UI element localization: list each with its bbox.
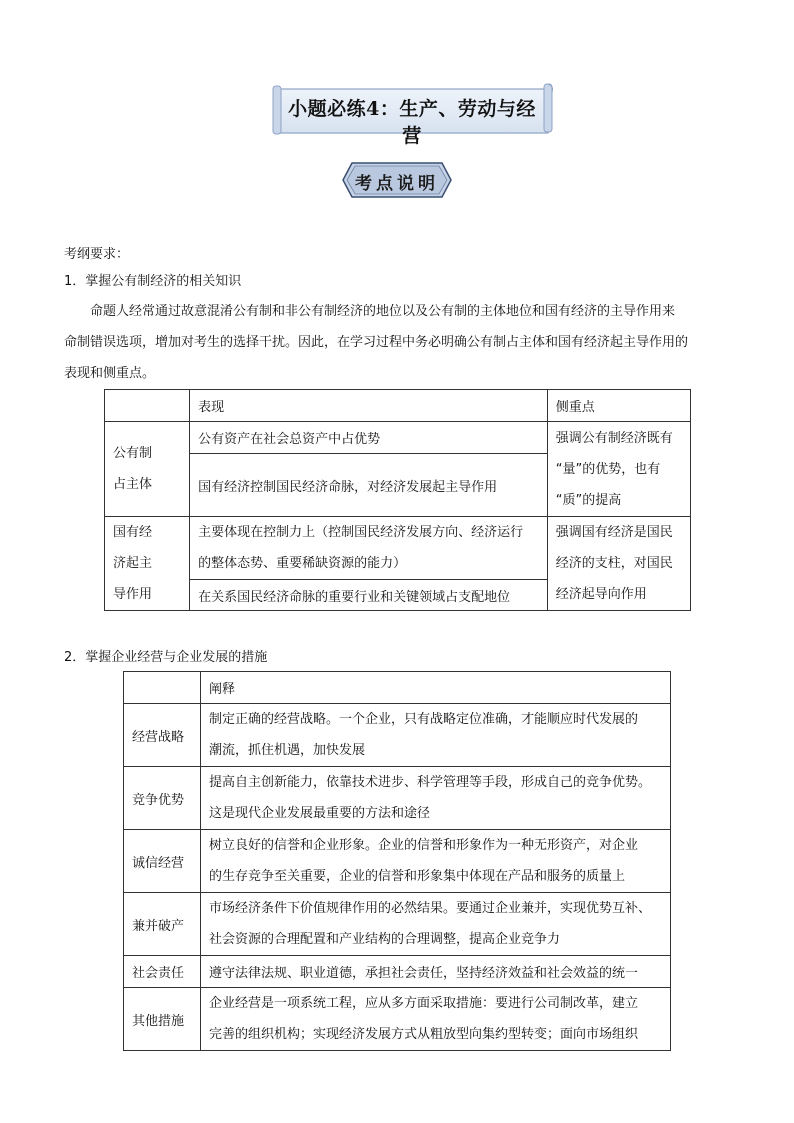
row-label: 诚信经营 — [124, 830, 201, 893]
enterprise-table — [123, 671, 671, 1051]
page-title: 小题必练4：生产、劳动与经营 — [288, 98, 536, 147]
table-header-cell: 阐释 — [201, 672, 671, 704]
row-label: 经营战略 — [124, 704, 201, 767]
table-cell: 主要体现在控制力上（控制国民经济发展方向、经济运行 的整体态势、重要稀缺资源的能力） — [190, 517, 548, 580]
section1-paragraph-line: 命题人经常通过故意混淆公有制和非公有制经济的地位以及公有制的主体地位和国有经济的主导作用来 — [90, 304, 676, 319]
table-header-cell: 侧重点 — [547, 390, 690, 422]
title-banner — [272, 83, 552, 147]
table-cell: 市场经济条件下价值规律作用的必然结果。要通过企业兼并，实现优势互补、 社会资源的合理配置和产业结构的合理调整，提高企业竞争力 — [201, 893, 671, 956]
table-row — [124, 893, 671, 956]
row-label: 竞争优势 — [124, 767, 201, 830]
focus-cell: 强调公有制经济既有 “量”的优势，也有 “质”的提高 — [547, 422, 690, 517]
table-cell: 企业经营是一项系统工程，应从多方面采取措施：要进行公司制改革，建立 完善的组织机构；实现经济发展方式从粗放型向集约型转变；面向市场组织 — [201, 988, 671, 1051]
table-row — [105, 422, 691, 454]
table-row — [124, 956, 671, 988]
table-header-row — [105, 390, 691, 422]
table-row — [124, 704, 671, 767]
table-row — [124, 988, 671, 1051]
table-cell: 在关系国民经济命脉的重要行业和关键领域占支配地位 — [190, 580, 548, 611]
table-cell: 制定正确的经营战略。一个企业，只有战略定位准确，才能顺应时代发展的 潮流，抓住机遇，加快发展 — [201, 704, 671, 767]
table-header-row — [124, 672, 671, 704]
section1-paragraph-line: 表现和侧重点。 — [64, 366, 156, 381]
row-label: 兼并破产 — [124, 893, 201, 956]
badge-label: 考点说明 — [355, 174, 439, 194]
topic-badge — [342, 162, 452, 198]
table-row — [124, 830, 671, 893]
row-label: 公有制 占主体 — [105, 422, 190, 517]
table-cell: 提高自主创新能力，依靠技术进步、科学管理等手段，形成自己的竞争优势。 这是现代企业发展最重要的方法和途径 — [201, 767, 671, 830]
section2-heading: 2．掌握企业经营与企业发展的措施 — [64, 650, 268, 665]
table-cell: 树立良好的信誉和企业形象。企业的信誉和形象作为一种无形资产，对企业 的生存竞争至关重要，企业的信誉和形象集中体现在产品和服务的质量上 — [201, 830, 671, 893]
table-row — [124, 767, 671, 830]
table-cell: 国有经济控制国民经济命脉，对经济发展起主导作用 — [190, 454, 548, 517]
table-header-cell — [124, 672, 201, 704]
focus-cell: 强调国有经济是国民 经济的支柱，对国民 经济起导向作用 — [547, 517, 690, 611]
row-label: 国有经 济起主 导作用 — [105, 517, 190, 611]
row-label: 社会责任 — [124, 956, 201, 988]
row-label: 其他措施 — [124, 988, 201, 1051]
table-header-cell — [105, 390, 190, 422]
table-cell: 公有资产在社会总资产中占优势 — [190, 422, 548, 454]
table-header-cell: 表现 — [190, 390, 548, 422]
table-cell: 遵守法律法规、职业道德，承担社会责任，坚持经济效益和社会效益的统一 — [201, 956, 671, 988]
section1-heading: 1．掌握公有制经济的相关知识 — [64, 274, 242, 289]
table-row — [105, 517, 691, 580]
ownership-table — [104, 389, 691, 611]
requirements-label: 考纲要求： — [64, 247, 130, 262]
section1-paragraph-line: 命制错误选项，增加对考生的选择干扰。因此，在学习过程中务必明确公有制占主体和国有经济起主导作用的 — [64, 335, 689, 350]
